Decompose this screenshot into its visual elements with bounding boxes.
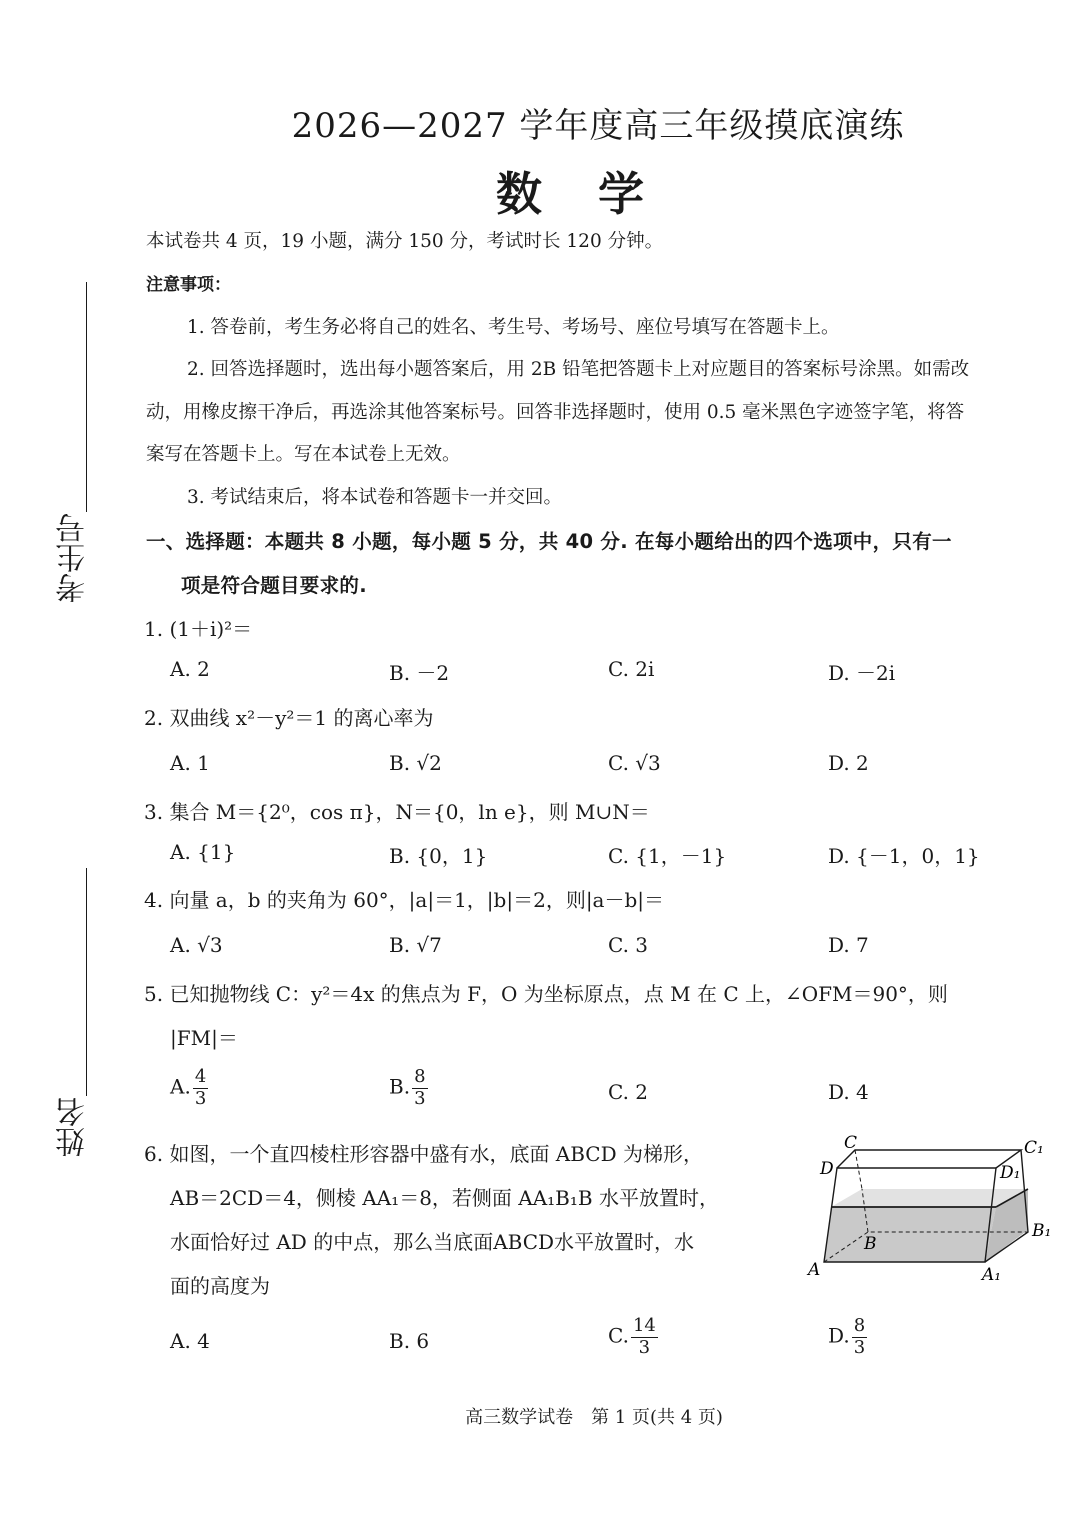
question-5-stem-line1: 5. 已知抛物线 C：y²＝4x 的焦点为 F，O 为坐标原点，点 M 在 C 上，∠OFM＝90°，则 [144, 982, 948, 1006]
water-surface [831, 1189, 1028, 1207]
notice-line-3: 动，用橡皮擦干净后，再选涂其他答案标号。回答非选择题时，使用 0.5 毫米黑色字迹签字笔，将答 [146, 402, 965, 423]
q4-option-a: A. √3 [170, 933, 223, 957]
q1-option-a: A. 2 [170, 657, 210, 681]
notice-line-5: 3. 考试结束后，将本试卷和答题卡一并交回。 [187, 487, 563, 508]
section-heading-line2: 项是符合题目要求的. [181, 574, 367, 597]
notice-line-2: 2. 回答选择题时，选出每小题答案后，用 2B 铅笔把答题卡上对应题目的答案标号涂黑。如需改 [187, 359, 970, 380]
hidden-edge-c [855, 1150, 862, 1189]
q5-option-c: C. 2 [608, 1080, 649, 1104]
prism-figure [800, 1130, 1060, 1290]
label-b: B [864, 1234, 877, 1254]
q4-option-c: C. 3 [608, 933, 649, 957]
question-6-line1: 6. 如图，一个直四棱柱形容器中盛有水，底面 ABCD 为梯形， [144, 1142, 704, 1166]
student-id-label: 考生号 [56, 513, 91, 603]
question-1-stem: 1. (1＋i)²＝ [144, 617, 253, 641]
q6-option-a: A. 4 [170, 1329, 210, 1353]
q6-option-b: B. 6 [389, 1329, 430, 1353]
q5-option-d: D. 4 [828, 1080, 869, 1104]
question-6-line3: 水面恰好过 AD 的中点，那么当底面ABCD水平放置时，水 [170, 1230, 695, 1254]
q6-option-d: D. $\frac{8}{3}$ [828, 1315, 866, 1358]
name-label: 姓名 [56, 1097, 91, 1157]
label-c: C [844, 1133, 858, 1153]
notice-heading: 注意事项： [146, 275, 231, 295]
subject-title: 数学 [496, 167, 700, 221]
q3-option-b: B. {0，1} [389, 844, 488, 868]
question-4-stem: 4. 向量 a，b 的夹角为 60°，|a|＝1，|b|＝2，则|a－b|＝ [144, 888, 665, 912]
q6-option-c: C. $\frac{14}{3}$ [608, 1315, 656, 1358]
name-line [86, 868, 87, 1096]
label-d1: D₁ [1000, 1163, 1021, 1183]
label-a: A [808, 1260, 821, 1280]
question-3-stem: 3. 集合 M＝{2⁰，cos π}，N＝{0，ln e}，则 M∪N＝ [144, 800, 650, 824]
q2-option-d: D. 2 [828, 751, 869, 775]
q3-option-c: C. {1，－1} [608, 844, 727, 868]
q4-option-b: B. √7 [389, 933, 442, 957]
page-footer: 高三数学试卷 第 1 页(共 4 页) [465, 1407, 723, 1428]
section-heading-line1: 一、选择题：本题共 8 小题，每小题 5 分，共 40 分. 在每小题给出的四个选项中，只有一 [146, 530, 952, 553]
q5-option-a: A. $\frac{4}{3}$ [170, 1066, 207, 1109]
question-6-line2: AB＝2CD＝4，侧棱 AA₁＝8，若侧面 AA₁B₁B 水平放置时， [170, 1186, 719, 1210]
label-b1: B₁ [1032, 1221, 1052, 1241]
question-5-stem-line2: |FM|＝ [170, 1026, 238, 1050]
q3-option-a: A. {1} [170, 840, 236, 864]
q2-option-b: B. √2 [389, 751, 442, 775]
water-front-face [824, 1207, 996, 1262]
label-c1: C₁ [1024, 1138, 1044, 1158]
label-a1: A₁ [982, 1265, 1002, 1285]
question-6-line4: 面的高度为 [170, 1274, 270, 1298]
q3-option-d: D. {－1，0，1} [828, 844, 980, 868]
q1-option-b: B. －2 [389, 661, 450, 685]
label-d: D [820, 1159, 834, 1179]
intro-text: 本试卷共 4 页，19 小题，满分 150 分，考试时长 120 分钟。 [146, 231, 664, 252]
q4-option-d: D. 7 [828, 933, 869, 957]
question-2-stem: 2. 双曲线 x²－y²＝1 的离心率为 [144, 706, 434, 730]
exam-title: 2026—2027 学年度高三年级摸底演练 [291, 106, 905, 146]
q1-option-d: D. －2i [828, 661, 896, 685]
notice-line-1: 1. 答卷前，考生务必将自己的姓名、考生号、考场号、座位号填写在答题卡上。 [187, 317, 840, 338]
student-id-line [86, 282, 87, 512]
q2-option-a: A. 1 [170, 751, 210, 775]
top-face-outline [837, 1150, 1021, 1168]
q2-option-c: C. √3 [608, 751, 661, 775]
notice-line-4: 案写在答题卡上。写在本试卷上无效。 [146, 444, 461, 465]
q5-option-b: B. $\frac{8}{3}$ [389, 1066, 426, 1109]
q1-option-c: C. 2i [608, 657, 655, 681]
